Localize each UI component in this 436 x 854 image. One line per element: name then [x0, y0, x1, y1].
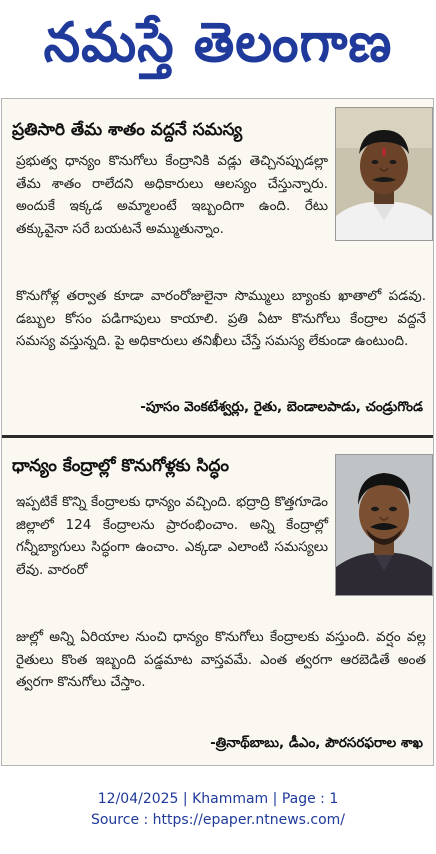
edition-info: 12/04/2025 | Khammam | Page : 1 — [97, 791, 339, 807]
official-portrait-image — [336, 455, 432, 595]
official-photo — [335, 454, 433, 596]
article-body-paragraph: జుల్లో అన్ని ఏరియాల నుంచి ధాన్యం కొనుగోలు కేంద్రాలకు వస్తుంది. వర్షం వల్ల రైతులు కొంత ఇబ్బంది పడ్డమాట వాస్తవమే. ఎంత త్వరగా ఆరబెడితే అంత త్వరగా కొనుగోలు చేస్తాం. — [16, 629, 426, 690]
article-body-paragraph: కొనుగోళ్ల తర్వాత కూడా వారంరోజులైనా సొమ్ములు బ్యాంకు ఖాతాలో పడవు. డబ్బుల కోసం పడిగాపులు కాయాలి. ప్రతి ఏటా కొనుగోలు కేంద్రాల వద్దనే సమస్య వస్తున్నది. పై అధికారులు తనిఖీలు చేస్తే సమస్య లేకుండా ఉంటుంది. — [16, 288, 426, 349]
farmer-photo — [335, 107, 433, 241]
article-headline: ధాన్యం కేంద్రాల్లో కొనుగోళ్లకు సిద్ధం — [12, 456, 230, 476]
newspaper-logo: నమస్తే తెలంగాణ — [43, 11, 393, 75]
article-lead-paragraph: ఇప్పటికే కొన్ని కేంద్రాలకు ధాన్యం వచ్చింది. భద్రాద్రి కొత్తగూడెం జిల్లాలో 124 కేంద్రాలను ప్రారంభించాం. అన్ని కేంద్రాల్లో గన్నీబ్యాగులు సిద్ధంగా ఉంచాం. ఎక్కడా ఎలాంటి సమస్యలు లేవు. వారంరో — [16, 494, 328, 578]
farmer-portrait-image — [336, 108, 432, 240]
article-headline: ప్రతిసారి తేమ శాతం వద్దనే సమస్య — [12, 120, 243, 140]
source-link[interactable]: Source : https://epaper.ntnews.com/ — [90, 812, 346, 828]
article-official — [2, 439, 433, 767]
article-farmer — [2, 99, 433, 435]
article-byline: -త్రినాథ్‌బాబు, డీఎం, పౌరసరఫరాల శాఖ — [210, 735, 423, 751]
masthead — [0, 0, 436, 86]
article-divider — [2, 435, 433, 438]
article-byline: -పూసం వెంకటేశ్వర్లు, రైతు, బెండాలపాడు, చండ్రుగొండ — [140, 399, 423, 415]
news-clipping — [1, 98, 434, 766]
article-lead-paragraph: ప్రభుత్వ ధాన్యం కొనుగోలు కేంద్రానికి వడ్లు తెచ్చినప్పుడల్లా తేమ శాతం రాలేదని అధికారులు ఆలస్యం చేస్తున్నారు. అందుకే ఇక్కడ అమ్మాలంటే ఇబ్బందిగా ఉంది. రేటు తక్కువైనా సరే బయటనే అమ్ముతున్నాం. — [16, 153, 328, 237]
